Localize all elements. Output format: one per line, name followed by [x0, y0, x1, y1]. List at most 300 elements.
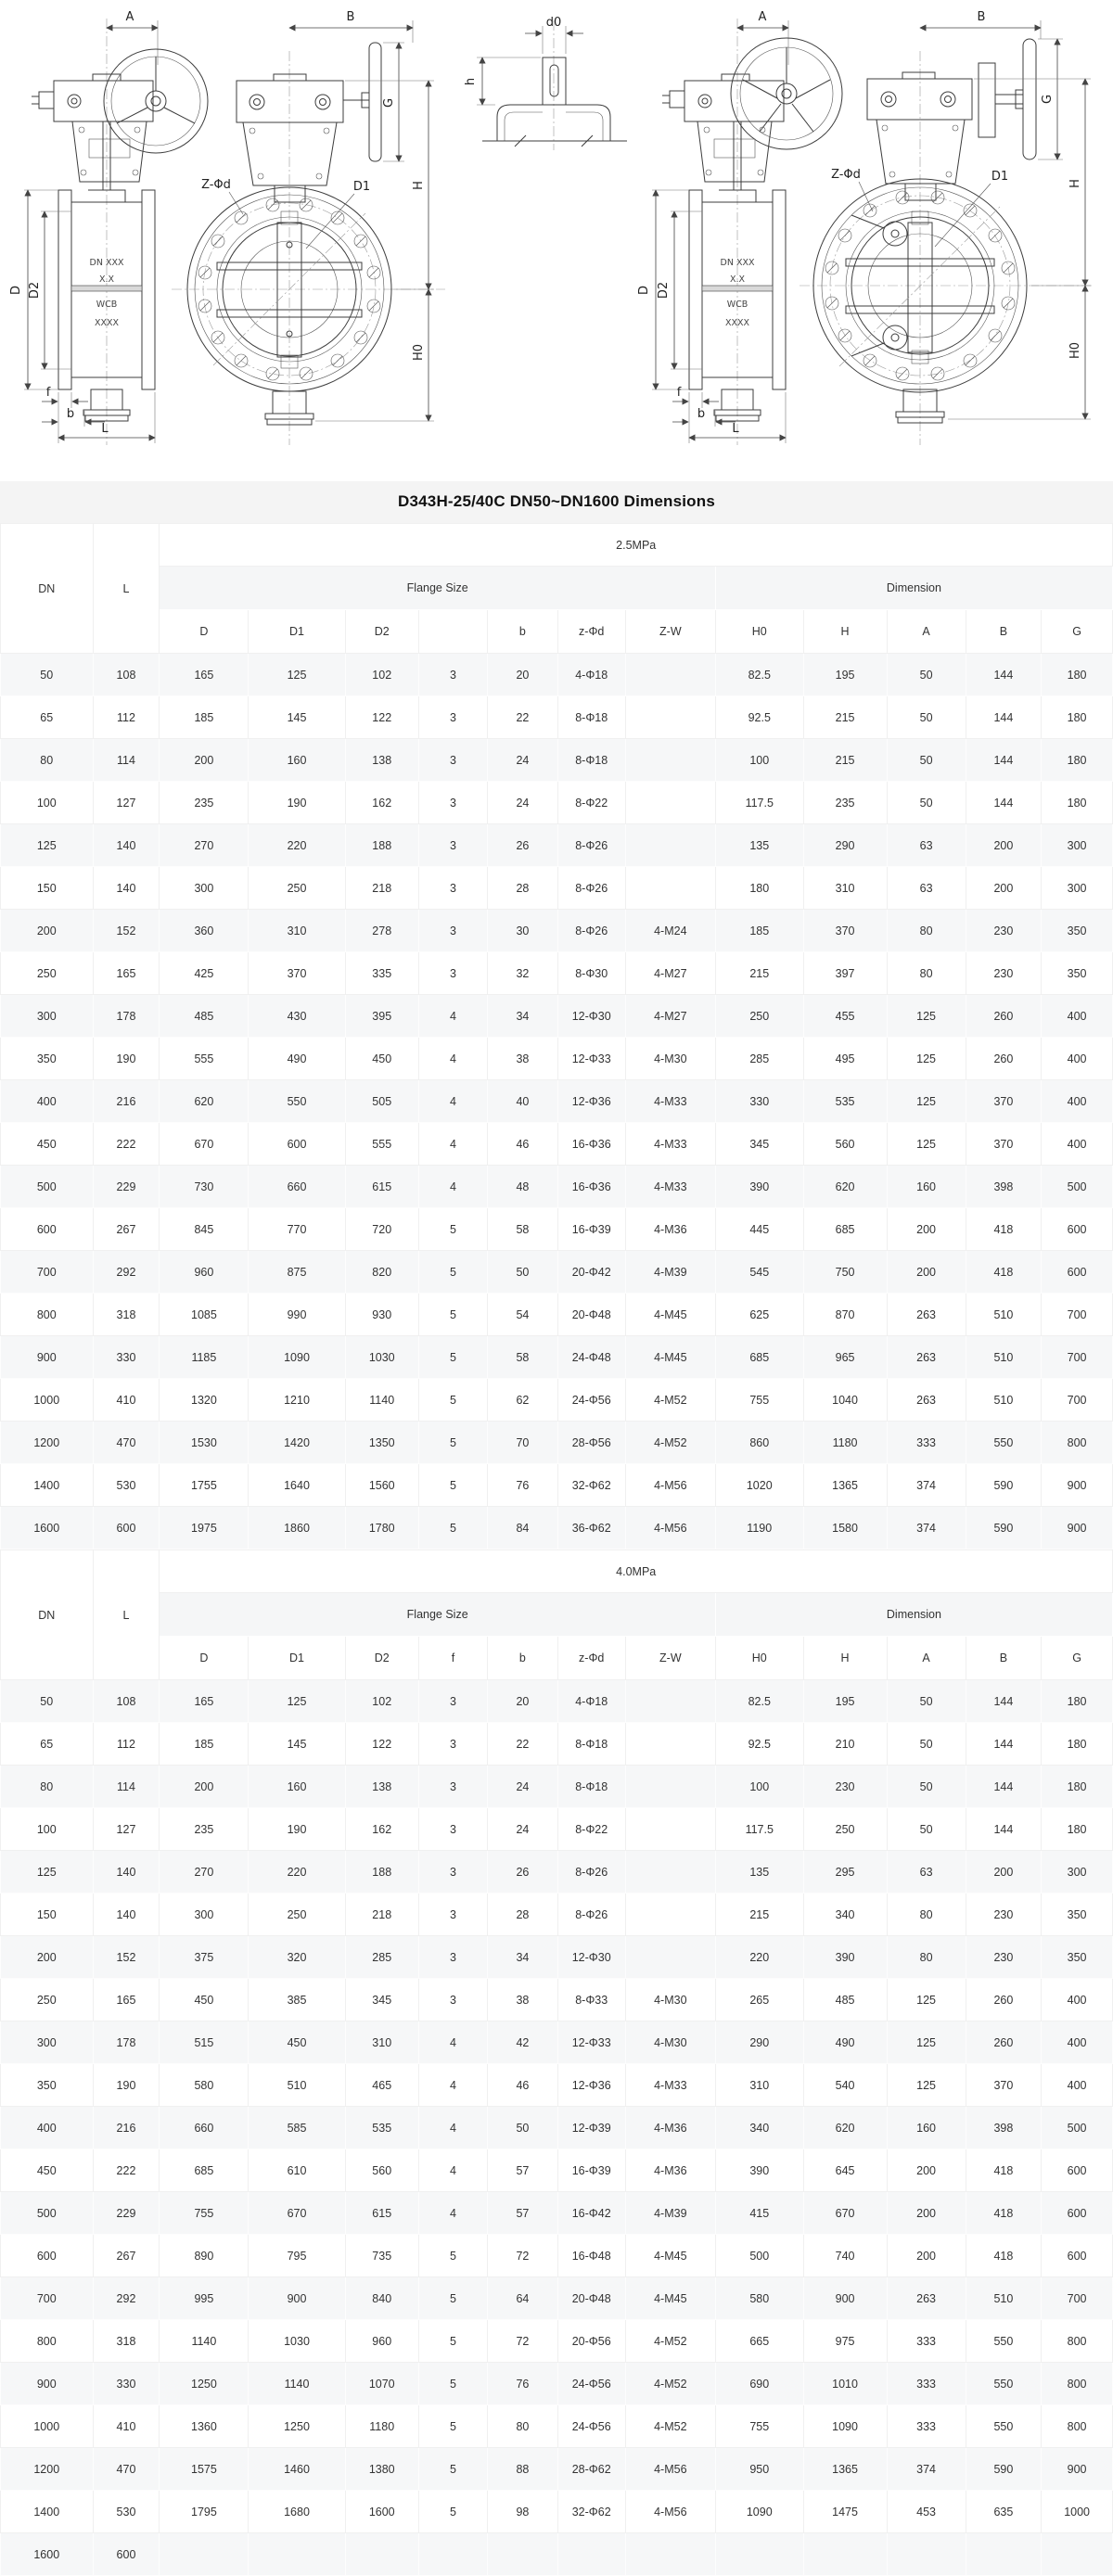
cell: 20: [488, 1680, 558, 1723]
dim-label-h0: H0: [412, 343, 426, 362]
stem-slot-detail: [464, 16, 627, 150]
cell: 80: [887, 1936, 966, 1979]
cell: 250: [1, 952, 94, 995]
cell: 98: [488, 2491, 558, 2533]
cell: 125: [887, 995, 966, 1038]
col-subheader: D1: [249, 610, 345, 654]
cell: 250: [249, 867, 345, 910]
cell: [625, 2533, 715, 2576]
table-row: [1, 910, 1113, 952]
cell: 144: [966, 739, 1042, 782]
cell: 4-Φ18: [557, 1680, 625, 1723]
dim-label-h-slot: h: [464, 77, 478, 86]
dim-label-g-right: G: [1041, 94, 1055, 105]
cell: 418: [966, 1251, 1042, 1294]
table-row: [1, 2533, 1113, 2576]
table-row: [1, 824, 1113, 867]
cell: 1420: [249, 1422, 345, 1464]
cell: 340: [715, 2107, 803, 2149]
cell: 4-M30: [625, 2021, 715, 2064]
cell: 350: [1042, 1894, 1113, 1936]
cell: 390: [715, 1166, 803, 1208]
group-header-flange: Flange Size: [160, 1593, 715, 1637]
table-row: [1, 1379, 1113, 1422]
cell: 385: [249, 1979, 345, 2021]
table-row: [1, 1464, 1113, 1507]
cell: 555: [345, 1123, 418, 1166]
cell: 450: [345, 1038, 418, 1080]
cell: 138: [345, 1766, 418, 1808]
col-subheader: z-Φd: [557, 610, 625, 654]
cell: 425: [160, 952, 249, 995]
cell: 4-M52: [625, 2363, 715, 2405]
cell: 375: [160, 1936, 249, 1979]
cell: 345: [345, 1979, 418, 2021]
table-row: [1, 1336, 1113, 1379]
cell: 1600: [1, 1507, 94, 1549]
cell: 12-Φ33: [557, 2021, 625, 2064]
cell: 930: [345, 1294, 418, 1336]
cell: 145: [249, 1723, 345, 1766]
cell: 218: [345, 1894, 418, 1936]
cell: 26: [488, 824, 558, 867]
cell: 580: [160, 2064, 249, 2107]
cell: 92.5: [715, 696, 803, 739]
cell: 24: [488, 739, 558, 782]
cell: [625, 1808, 715, 1851]
cell: 50: [887, 1808, 966, 1851]
col-header-dn: DN: [1, 524, 94, 654]
cell: 285: [715, 1038, 803, 1080]
cell: 8-Φ18: [557, 739, 625, 782]
cell: 560: [803, 1123, 887, 1166]
cell: 24-Φ48: [557, 1336, 625, 1379]
cell: 150: [1, 867, 94, 910]
cell: 185: [160, 696, 249, 739]
dimensions-table-25mpa: [0, 523, 1113, 1549]
cell: 160: [249, 739, 345, 782]
col-subheader: A: [887, 610, 966, 654]
cell: 5: [418, 2491, 487, 2533]
cell: 800: [1042, 2363, 1113, 2405]
cell: 1000: [1042, 2491, 1113, 2533]
cell: 450: [1, 1123, 94, 1166]
nameplate-material: WCB: [96, 300, 118, 310]
cell: 4-M36: [625, 2107, 715, 2149]
dim-label-zphid-right: Z-Φd: [831, 168, 861, 182]
cell: 990: [249, 1294, 345, 1336]
cell: 50: [1, 654, 94, 696]
cell: 1020: [715, 1464, 803, 1507]
cell: 5: [418, 1336, 487, 1379]
table-row: [1, 2235, 1113, 2277]
dim-label-a: A: [125, 10, 134, 24]
cell: 510: [966, 1379, 1042, 1422]
cell: 62: [488, 1379, 558, 1422]
cell: 600: [1, 2235, 94, 2277]
cell: 235: [160, 782, 249, 824]
cell: 735: [345, 2235, 418, 2277]
cell: 8-Φ33: [557, 1979, 625, 2021]
cell: 500: [715, 2235, 803, 2277]
cell: [625, 1936, 715, 1979]
cell: 600: [1, 1208, 94, 1251]
cell: 390: [803, 1936, 887, 1979]
cell: 950: [715, 2448, 803, 2491]
cell: 295: [803, 1851, 887, 1894]
cell: 200: [1, 910, 94, 952]
table-row: [1, 2192, 1113, 2235]
table-row: [1, 2107, 1113, 2149]
table-row: [1, 1979, 1113, 2021]
cell: 415: [715, 2192, 803, 2235]
dim-label-a-right: A: [758, 10, 767, 24]
cell: 4-M30: [625, 1038, 715, 1080]
cell: 102: [345, 1680, 418, 1723]
col-subheader: H: [803, 610, 887, 654]
left-valve-side-view: [9, 10, 208, 445]
cell: 152: [93, 910, 160, 952]
cell: 550: [966, 2405, 1042, 2448]
cell: 145: [249, 696, 345, 739]
cell: 600: [249, 1123, 345, 1166]
cell: 800: [1042, 2320, 1113, 2363]
cell: 4-M33: [625, 1123, 715, 1166]
cell: 300: [1, 2021, 94, 2064]
cell: 600: [1042, 1208, 1113, 1251]
cell: 4: [418, 1166, 487, 1208]
table-row: [1, 2448, 1113, 2491]
cell: 50: [1, 1680, 94, 1723]
cell: 180: [1042, 739, 1113, 782]
cell: 670: [803, 2192, 887, 2235]
cell: [160, 2533, 249, 2576]
cell: 1795: [160, 2491, 249, 2533]
cell: 398: [966, 1166, 1042, 1208]
cell: 24: [488, 782, 558, 824]
cell: 1140: [249, 2363, 345, 2405]
cell: 38: [488, 1979, 558, 2021]
col-subheader: Z-W: [625, 1637, 715, 1680]
cell: 125: [249, 654, 345, 696]
cell: 1010: [803, 2363, 887, 2405]
col-subheader: B: [966, 1637, 1042, 1680]
cell: 350: [1042, 910, 1113, 952]
cell: 195: [803, 654, 887, 696]
cell: 3: [418, 824, 487, 867]
cell: 490: [249, 1038, 345, 1080]
cell: 70: [488, 1422, 558, 1464]
cell: 12-Φ30: [557, 995, 625, 1038]
cell: 30: [488, 910, 558, 952]
cell: 530: [93, 1464, 160, 1507]
cell: 660: [249, 1166, 345, 1208]
valve-drawing-svg: [0, 0, 1113, 481]
cell: 230: [803, 1766, 887, 1808]
cell: 400: [1042, 1979, 1113, 2021]
cell: 465: [345, 2064, 418, 2107]
cell: 600: [1042, 1251, 1113, 1294]
cell: 3: [418, 782, 487, 824]
cell: 600: [93, 1507, 160, 1549]
table-row: [1, 1251, 1113, 1294]
cell: 80: [887, 910, 966, 952]
cell: 625: [715, 1294, 803, 1336]
col-subheader: H0: [715, 610, 803, 654]
cell: 180: [1042, 1808, 1113, 1851]
cell: 960: [345, 2320, 418, 2363]
cell: 1780: [345, 1507, 418, 1549]
cell: 180: [715, 867, 803, 910]
cell: 1000: [1, 1379, 94, 1422]
cell: 400: [1, 2107, 94, 2149]
dim-label-b-overall: B: [346, 10, 355, 24]
cell: 292: [93, 2277, 160, 2320]
right-valve-front-view: [800, 10, 1094, 445]
cell: 333: [887, 2320, 966, 2363]
cell: 370: [966, 1080, 1042, 1123]
cell: 4-M33: [625, 1166, 715, 1208]
cell: 57: [488, 2149, 558, 2192]
cell: 190: [249, 1808, 345, 1851]
cell: 40: [488, 1080, 558, 1123]
cell: 318: [93, 2320, 160, 2363]
cell: 144: [966, 782, 1042, 824]
cell: 200: [966, 1851, 1042, 1894]
cell: [625, 1894, 715, 1936]
cell: 290: [715, 2021, 803, 2064]
cell: 510: [966, 2277, 1042, 2320]
cell: 350: [1042, 952, 1113, 995]
cell: 263: [887, 1336, 966, 1379]
dim-label-f-right: f: [676, 386, 682, 400]
cell: 64: [488, 2277, 558, 2320]
cell: 685: [160, 2149, 249, 2192]
cell: 450: [160, 1979, 249, 2021]
nameplate-class-right: X.X: [729, 274, 746, 285]
cell: 200: [887, 1251, 966, 1294]
col-subheader: B: [966, 610, 1042, 654]
cell: 195: [803, 1680, 887, 1723]
cell: 200: [1, 1936, 94, 1979]
cell: 4-M45: [625, 1294, 715, 1336]
cell: 122: [345, 1723, 418, 1766]
cell: 320: [249, 1936, 345, 1979]
cell: 8-Φ26: [557, 1851, 625, 1894]
cell: [345, 2533, 418, 2576]
cell: 900: [803, 2277, 887, 2320]
cell: [625, 824, 715, 867]
cell: 560: [345, 2149, 418, 2192]
cell: 112: [93, 696, 160, 739]
cell: 8-Φ22: [557, 1808, 625, 1851]
cell: 16-Φ39: [557, 1208, 625, 1251]
cell: 1580: [803, 1507, 887, 1549]
cell: 50: [488, 2107, 558, 2149]
cell: 1200: [1, 2448, 94, 2491]
cell: 870: [803, 1294, 887, 1336]
cell: 1200: [1, 1422, 94, 1464]
cell: 1070: [345, 2363, 418, 2405]
cell: 125: [887, 2021, 966, 2064]
cell: 28-Φ62: [557, 2448, 625, 2491]
cell: 900: [249, 2277, 345, 2320]
cell: 1575: [160, 2448, 249, 2491]
cell: 450: [249, 2021, 345, 2064]
cell: 330: [715, 1080, 803, 1123]
cell: 270: [160, 824, 249, 867]
cell: 310: [249, 910, 345, 952]
cell: 4-M56: [625, 1507, 715, 1549]
col-subheader: H0: [715, 1637, 803, 1680]
cell: 410: [93, 2405, 160, 2448]
cell: 100: [1, 1808, 94, 1851]
cell: 4-M27: [625, 952, 715, 995]
cell: 26: [488, 1851, 558, 1894]
group-row: [1, 567, 1113, 610]
cell: 5: [418, 2277, 487, 2320]
cell: 180: [1042, 782, 1113, 824]
cell: 200: [160, 1766, 249, 1808]
cell: 8-Φ26: [557, 1894, 625, 1936]
cell: 500: [1, 1166, 94, 1208]
cell: 290: [803, 824, 887, 867]
cell: 800: [1042, 2405, 1113, 2448]
table-row: [1, 1851, 1113, 1894]
col-subheader: D: [160, 610, 249, 654]
cell: 16-Φ42: [557, 2192, 625, 2235]
cell: 215: [715, 952, 803, 995]
cell: 3: [418, 739, 487, 782]
cell: 16-Φ39: [557, 2149, 625, 2192]
cell: 635: [966, 2491, 1042, 2533]
cell: 1090: [249, 1336, 345, 1379]
cell: 4-M56: [625, 2448, 715, 2491]
dim-label-b-right: b: [697, 407, 706, 421]
cell: 670: [249, 2192, 345, 2235]
cell: 1180: [803, 1422, 887, 1464]
pressure-header: 2.5MPa: [160, 524, 1113, 567]
cell: 1180: [345, 2405, 418, 2448]
cell: 267: [93, 1208, 160, 1251]
cell: 5: [418, 1208, 487, 1251]
cell: 4-M52: [625, 1379, 715, 1422]
cell: 318: [93, 1294, 160, 1336]
cell: 330: [93, 1336, 160, 1379]
table-row: [1, 2277, 1113, 2320]
dim-label-f: f: [45, 386, 51, 400]
cell: 660: [160, 2107, 249, 2149]
col-header-dn: DN: [1, 1550, 94, 1680]
nameplate-serial: XXXX: [94, 318, 120, 328]
subheader-row: [1, 1637, 1113, 1680]
cell: 28: [488, 867, 558, 910]
cell: 3: [418, 1936, 487, 1979]
cell: 215: [803, 696, 887, 739]
cell: 3: [418, 1894, 487, 1936]
cell: 5: [418, 1379, 487, 1422]
cell: 57: [488, 2192, 558, 2235]
cell: 700: [1, 1251, 94, 1294]
cell: 900: [1042, 2448, 1113, 2491]
cell: 260: [966, 2021, 1042, 2064]
cell: 470: [93, 2448, 160, 2491]
cell: 265: [715, 1979, 803, 2021]
cell: 140: [93, 867, 160, 910]
cell: 4: [418, 1080, 487, 1123]
cell: 700: [1, 2277, 94, 2320]
table-row: [1, 867, 1113, 910]
cell: 8-Φ18: [557, 1766, 625, 1808]
cell: 8-Φ22: [557, 782, 625, 824]
cell: [1042, 2533, 1113, 2576]
cell: 1190: [715, 1507, 803, 1549]
cell: 350: [1, 2064, 94, 2107]
cell: 117.5: [715, 782, 803, 824]
cell: 310: [715, 2064, 803, 2107]
cell: 4-Φ18: [557, 654, 625, 696]
cell: 510: [966, 1336, 1042, 1379]
dim-label-d1: D1: [352, 180, 371, 194]
cell: [715, 2533, 803, 2576]
cell: 1360: [160, 2405, 249, 2448]
cell: 144: [966, 654, 1042, 696]
cell: 455: [803, 995, 887, 1038]
cell: 180: [1042, 696, 1113, 739]
col-subheader: H: [803, 1637, 887, 1680]
cell: 125: [887, 2064, 966, 2107]
cell: 125: [887, 1038, 966, 1080]
cell: 4: [418, 1038, 487, 1080]
cell: [966, 2533, 1042, 2576]
cell: 125: [1, 824, 94, 867]
cell: 1250: [249, 2405, 345, 2448]
cell: 374: [887, 1464, 966, 1507]
col-subheader: f: [418, 1637, 487, 1680]
cell: 5: [418, 2320, 487, 2363]
cell: 180: [1042, 654, 1113, 696]
cell: 8-Φ18: [557, 696, 625, 739]
table-row: [1, 1507, 1113, 1549]
cell: 185: [160, 1723, 249, 1766]
cell: 140: [93, 824, 160, 867]
cell: 138: [345, 739, 418, 782]
cell: 150: [1, 1894, 94, 1936]
cell: 5: [418, 2363, 487, 2405]
table-row: [1, 2021, 1113, 2064]
cell: 665: [715, 2320, 803, 2363]
cell: 374: [887, 2448, 966, 2491]
cell: 50: [887, 654, 966, 696]
cell: 370: [803, 910, 887, 952]
cell: 3: [418, 867, 487, 910]
cell: 800: [1, 1294, 94, 1336]
cell: 20-Φ48: [557, 1294, 625, 1336]
cell: 3: [418, 952, 487, 995]
cell: 510: [249, 2064, 345, 2107]
cell: 28-Φ56: [557, 1422, 625, 1464]
cell: 200: [887, 2192, 966, 2235]
cell: 58: [488, 1336, 558, 1379]
cell: 445: [715, 1208, 803, 1251]
cell: 260: [966, 1038, 1042, 1080]
cell: 16-Φ48: [557, 2235, 625, 2277]
cell: 374: [887, 1507, 966, 1549]
cell: [625, 739, 715, 782]
cell: 1365: [803, 1464, 887, 1507]
cell: 38: [488, 1038, 558, 1080]
cell: 230: [966, 910, 1042, 952]
